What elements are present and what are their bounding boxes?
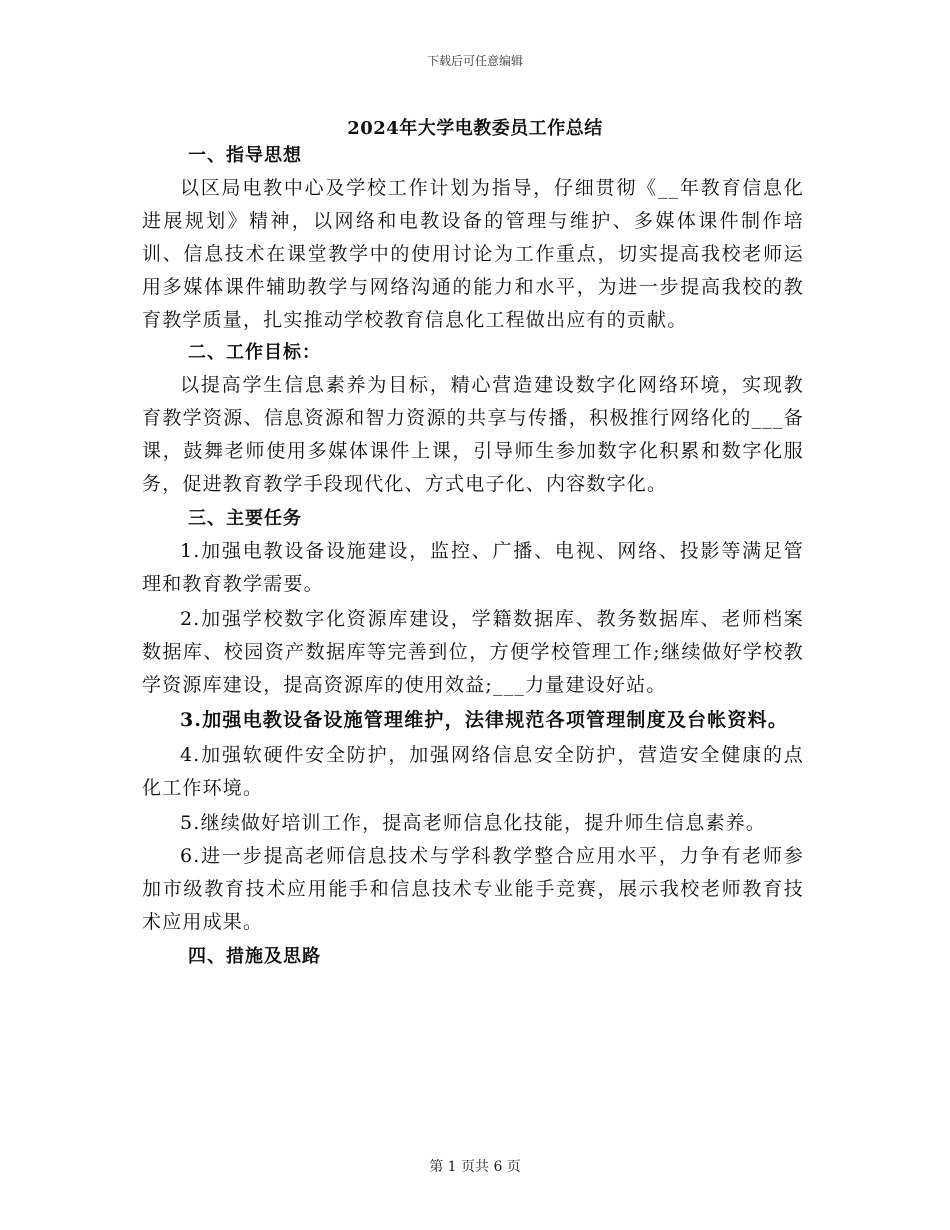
page-footer: 第 1 页共 6 页 (429, 1159, 521, 1175)
header-note: 下载后可任意编辑 (426, 54, 523, 68)
task-item-5: 5.继续做好培训工作，提高老师信息化技能，提升师生信息素养。 (180, 812, 767, 834)
section-1-paragraph: 以区局电教中心及学校工作计划为指导，仔细贯彻《__年教育信息化进展规划》精神，以网络和电教设备的管理与维护、多媒体课件制作培训、信息技术在课堂教学中的使用讨论为工作重点，切实提高我校老师运用多媒体课件辅助教学与网络沟通的能力和水平，为进一步提高我校的教育教学质量，扎实推动学校教育信息化工程做出应有的贡献。 (142, 177, 804, 331)
section-heading-1: 一、指导思想 (188, 145, 302, 166)
task-item-6: 6.进一步提高老师信息技术与学科教学整合应用水平，力争有老师参加市级教育技术应用能手和信息技术专业能手竞赛，展示我校老师教育技术应用成果。 (142, 845, 804, 933)
section-2-paragraph: 以提高学生信息素养为目标，精心营造建设数字化网络环境，实现教育教学资源、信息资源和智力资源的共享与传播，积极推行网络化的___备课，鼓舞老师使用多媒体课件上课，引导师生参加数字化积累和数字化服务，促进教育教学手段现代化、方式电子化、内容数字化。 (142, 374, 804, 495)
task-item-1: 1.加强电教设备设施建设，监控、广播、电视、网络、投影等满足管理和教育教学需要。 (142, 540, 804, 595)
document-title: 2024年大学电教委员工作总结 (347, 118, 603, 139)
task-item-2: 2.加强学校数字化资源库建设，学籍数据库、教务数据库、老师档案数据库、校园资产数据库等完善到位，方便学校管理工作;继续做好学校教学资源库建设，提高资源库的使用效益;___力量建设好站。 (142, 608, 804, 696)
task-item-4: 4.加强软硬件安全防护，加强网络信息安全防护，营造安全健康的点化工作环境。 (142, 744, 804, 799)
section-heading-2: 二、工作目标： (188, 342, 321, 363)
task-item-3: 3.加强电教设备设施管理维护，法律规范各项管理制度及台帐资料。 (180, 709, 789, 731)
section-heading-3: 三、主要任务 (188, 508, 302, 529)
section-heading-4: 四、措施及思路 (188, 946, 321, 967)
document-body (142, 140, 804, 973)
